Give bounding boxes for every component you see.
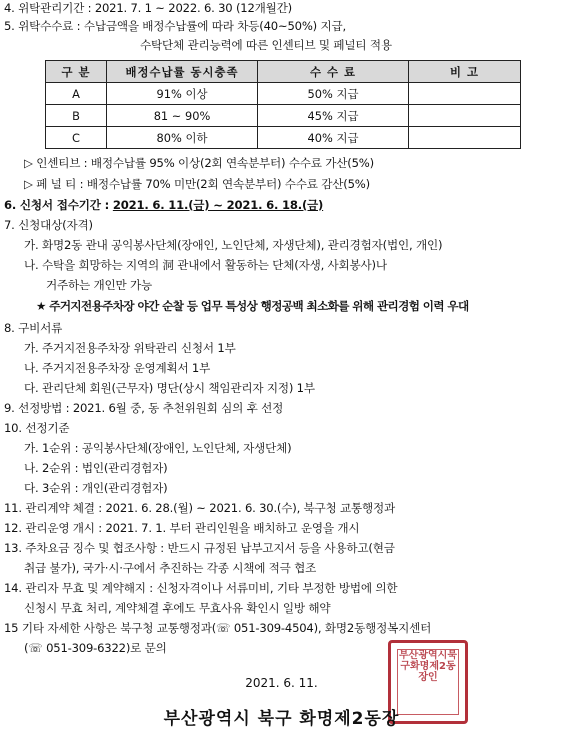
item-7-b-line2: 거주하는 개인만 가능 [46,278,152,292]
item-7-b-line1: 나. 수탁을 희망하는 지역의 洞 관내에서 활동하는 단체(자생, 사회봉사)나 [24,258,387,272]
item-14-line1: 14. 관리자 무효 및 계약해지 : 신청자격이나 서류미비, 기타 부정한 방법에 의한 [4,581,398,595]
fee-table-header-row [46,61,521,83]
table-cell: 81 ~ 90% [107,105,258,127]
table-row [46,127,521,149]
table-row [46,105,521,127]
item-8-b: 나. 주거지전용주차장 운영계획서 1부 [24,361,211,375]
table-cell [409,83,521,105]
item-12-operation-start: 12. 관리운영 개시 : 2021. 7. 1. 부터 관리인원을 배치하고 운영을 개시 [4,521,360,535]
item-8-title: 8. 구비서류 [4,321,63,335]
item-11-contract: 11. 관리계약 체결 : 2021. 6. 28.(월) ~ 2021. 6. 30.(수), 북구청 교통행정과 [4,501,396,515]
penalty-note: ▷ 페 널 티 : 배정수납률 70% 미만(2회 연속분부터) 수수료 감산(5%) [24,177,370,191]
incentive-note: ▷ 인센티브 : 배정수납률 95% 이상(2회 연속분부터) 수수료 가산(5%) [24,156,374,170]
item-10-c: 다. 3순위 : 개인(관리경험자) [24,481,168,495]
table-cell [409,105,521,127]
table-cell: 40% 지급 [258,127,409,149]
item-15-line1: 15 기타 자세한 사항은 북구청 교통행정과(☏ 051-309-4504), 화명2동행정복지센터 [4,621,432,635]
table-cell: A [46,83,107,105]
experience-preference-notice: ★ 주거지전용주차장 야간 순찰 등 업무 특성상 행정공백 최소화를 위해 관리경험 이력 우대 [36,299,469,313]
item-13-line2: 취급 불가), 국가·시·구에서 추진하는 각종 시책에 적극 협조 [24,561,317,575]
item-14-line2: 신청시 무효 처리, 계약체결 후에도 무효사유 확인시 일방 해약 [24,601,331,615]
item-15-line2: (☏ 051-309-6322)로 문의 [24,641,167,655]
item-10-a: 가. 1순위 : 공익봉사단체(장애인, 노인단체, 자생단체) [24,441,292,455]
table-cell: 80% 이하 [107,127,258,149]
item-7-title: 7. 신청대상(자격) [4,218,93,232]
table-cell: C [46,127,107,149]
table-row [46,83,521,105]
item-13-line1: 13. 주차요금 징수 및 협조사항 : 반드시 규정된 납부고지서 등을 사용하고(현금 [4,541,395,555]
item-6-label: 6. 신청서 접수기간 : [4,198,113,212]
item-10-title: 10. 선정기준 [4,421,70,435]
table-cell: 91% 이상 [107,83,258,105]
item-6-application-period [4,197,323,213]
item-8-a: 가. 주거지전용주차장 위탁관리 신청서 1부 [24,341,236,355]
seal-text: 부산광역시북구화명제2동장인 [397,649,459,715]
fee-table-header: 비 고 [409,61,521,83]
table-cell: 45% 지급 [258,105,409,127]
item-5-fee-line1: 5. 위탁수수료 : 수납금액을 배정수납률에 따라 차등(40~50%) 지급, [4,19,346,33]
fee-table-header: 구 분 [46,61,107,83]
item-7-a: 가. 화명2동 관내 공익봉사단체(장애인, 노인단체, 자생단체), 관리경험자(법인, 개인) [24,238,443,252]
document-date: 2021. 6. 11. [245,676,318,690]
issuer-signature: 부산광역시 북구 화명제2동장 [163,709,400,729]
item-5-fee-line2: 수탁단체 관리능력에 따른 인센티브 및 페널티 적용 [140,38,392,52]
fee-table [45,60,521,149]
item-10-b: 나. 2순위 : 법인(관리경험자) [24,461,168,475]
item-4-period: 4. 위탁관리기간 : 2021. 7. 1 ~ 2022. 6. 30 (12개월간) [4,1,292,15]
fee-table-header: 수 수 료 [258,61,409,83]
table-cell [409,127,521,149]
item-6-dates: 2021. 6. 11.(금) ~ 2021. 6. 18.(금) [112,198,324,212]
item-9-selection-method: 9. 선정방법 : 2021. 6월 중, 동 추천위원회 심의 후 선정 [4,401,284,415]
item-8-c: 다. 관리단체 회원(근무자) 명단(상시 책임관리자 지정) 1부 [24,381,315,395]
table-cell: B [46,105,107,127]
table-cell: 50% 지급 [258,83,409,105]
fee-table-header: 배정수납률 동시충족 [107,61,258,83]
